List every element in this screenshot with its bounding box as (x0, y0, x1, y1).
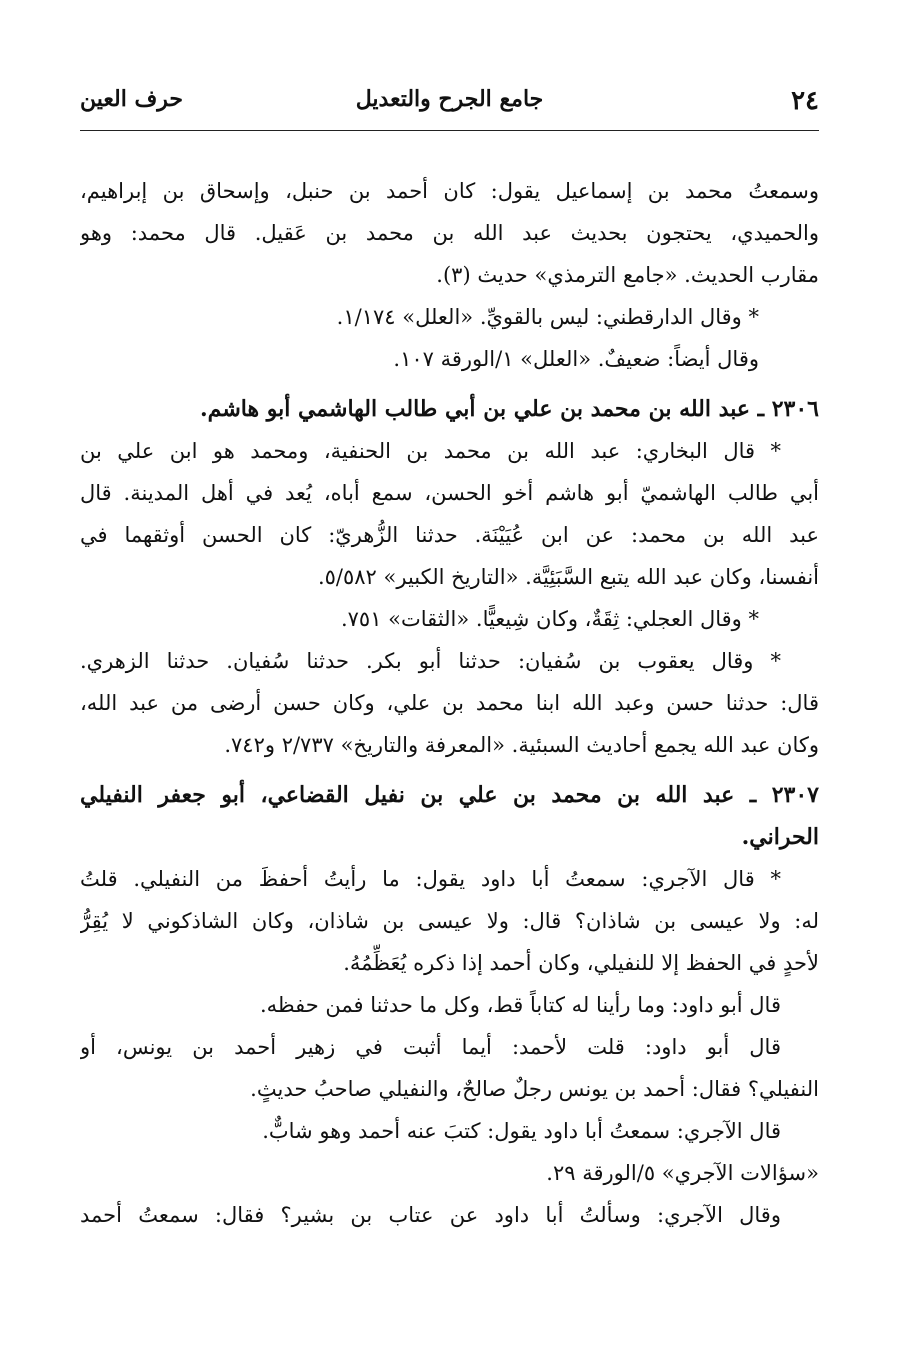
header-rule (80, 130, 819, 131)
page-body (80, 170, 819, 1236)
entry-heading-2307: ٢٣٠٧ ـ عبد الله بن محمد بن علي بن نفيل القضاعي، أبو جعفر النفيلي (80, 782, 819, 808)
book-title: جامع الجرح والتعديل (355, 86, 544, 112)
page-header (80, 82, 819, 122)
text-line: النفيلي؟ فقال: أحمد بن يونس رجلٌ صالحٌ، والنفيلي صاحبُ حديثٍ. (250, 1077, 819, 1101)
entry-heading-2307-cont: الحراني. (741, 824, 819, 850)
text-line: مقارب الحديث. «جامع الترمذي» حديث (٣). (436, 263, 819, 287)
text-line: قال أبو داود: وما رأينا له كتاباً قط، وكل ما حدثنا فمن حفظه. (259, 993, 781, 1017)
text-line: وسمعتُ محمد بن إسماعيل يقول: كان أحمد بن حنبل، وإسحاق بن إبراهيم، (80, 179, 819, 203)
section-title: حرف العين (80, 86, 184, 112)
text-line: قال الآجري: سمعتُ أبا داود يقول: كتبَ عنه أحمد وهو شابٌّ. (262, 1119, 781, 1143)
text-line: عبد الله بن محمد: عن ابن عُيَيْنَة. حدثنا الزُّهريّ: كان الحسن أوثقهما في (80, 523, 819, 547)
text-line: وكان عبد الله يجمع أحاديث السبئية. «المعرفة والتاريخ» ٢/٧٣٧ و٧٤٢. (224, 733, 819, 757)
text-line: أبي طالب الهاشميّ أبو هاشم أخو الحسن، سمع أباه، يُعد في أهل المدينة. قال (80, 481, 819, 505)
text-line: * وقال العجلي: ثِقَةٌ، وكان شِيعيًّا. «الثقات» ٧٥١. (340, 607, 759, 631)
text-line: * وقال يعقوب بن سُفيان: حدثنا أبو بكر. حدثنا سُفيان. حدثنا الزهري. (80, 649, 781, 673)
text-line: * وقال الدارقطني: ليس بالقويِّ. «العلل» ١/١٧٤. (336, 305, 759, 329)
text-line: أنفسنا، وكان عبد الله يتبع السَّبَئِيَّة. «التاريخ الكبير» ٥/٥٨٢. (317, 565, 819, 589)
text-line: والحميدي، يحتجون بحديث عبد الله بن محمد بن عَقيل. قال محمد: وهو (80, 221, 819, 245)
text-line: * قال البخاري: عبد الله بن محمد بن الحنفية، ومحمد هو ابن علي بن (80, 439, 781, 463)
page-number: ٢٤ (791, 86, 819, 116)
text-line: له: ولا عيسى بن شاذان؟ قال: ولا عيسى بن شاذان، وكان الشاذكوني لا يُقِرُّ (80, 909, 819, 933)
text-line: لأحدٍ في الحفظ إلا للنفيلي، وكان أحمد إذا ذكره يُعَظِّمُهُ. (343, 951, 819, 975)
entry-heading-2306: ٢٣٠٦ ـ عبد الله بن محمد بن علي بن أبي طالب الهاشمي أبو هاشم. (200, 396, 819, 422)
text-line: * قال الآجري: سمعتُ أبا داود يقول: ما رأيتُ أحفظَ من النفيلي. قلتُ (80, 867, 781, 891)
text-line: قال: حدثنا حسن وعبد الله ابنا محمد بن علي، وكان حسن أرضى من عبد الله، (80, 691, 819, 715)
text-line: وقال الآجري: وسألتُ أبا داود عن عتاب بن بشير؟ فقال: سمعتُ أحمد (80, 1203, 781, 1227)
text-line: وقال أيضاً: ضعيفٌ. «العلل» ١/الورقة ١٠٧. (393, 347, 759, 371)
text-line: قال أبو داود: قلت لأحمد: أيما أثبت في زهير أحمد بن يونس، أو (80, 1035, 781, 1059)
text-line: «سؤالات الآجري» ٥/الورقة ٢٩. (546, 1161, 819, 1185)
